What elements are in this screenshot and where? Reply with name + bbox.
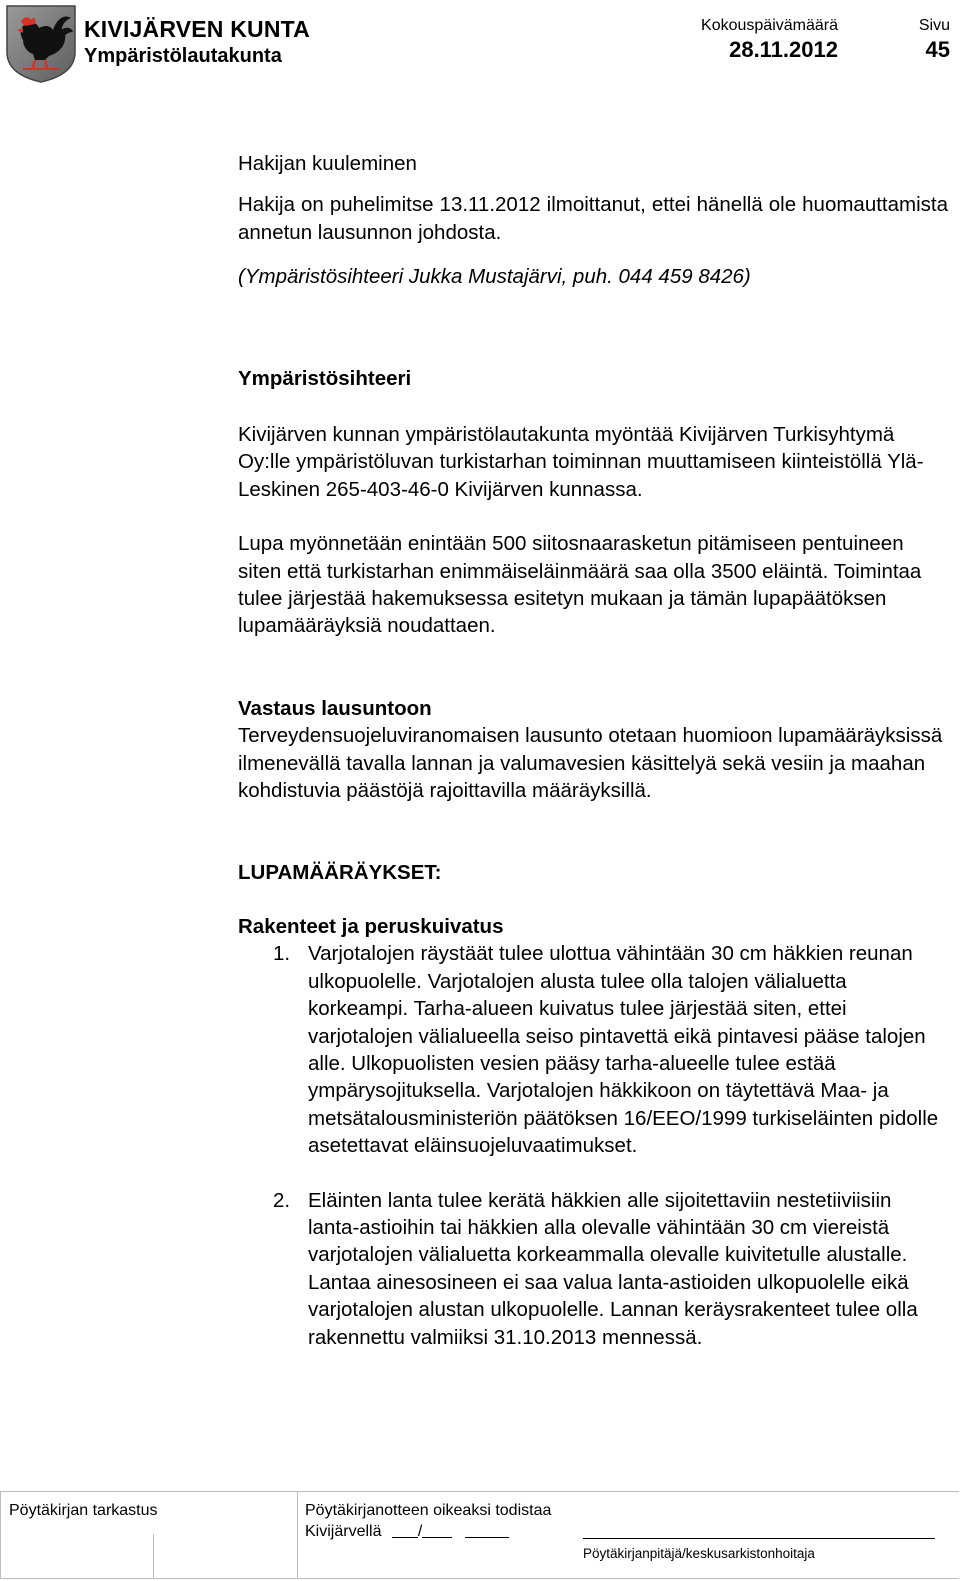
response-text: Terveydensuojeluviranomaisen lausunto otetaan huomioon lupamääräyksissä ilmenevällä tavalla lannan ja valumavesien käsittelyä sekä vesiin ja maahan kohdistuvia päästöjä rajoittavilla määräyksillä. — [238, 724, 943, 803]
contact-info: (Ympäristösihteeri Jukka Mustajärvi, puh. 044 459 8426) — [238, 265, 751, 289]
document-body — [238, 150, 948, 1351]
list-item — [238, 940, 948, 1159]
page-label: Sivu — [918, 17, 950, 34]
proposal-paragraph-2: Lupa myönnetään enintään 500 siitosnaarasketun pitämiseen pentuineen siten että turkistarhan enimmäiseläinmäärä saa olla 3500 eläintä. Toimintaa tulee järjestää hakemuksessa esitetyn mukaan ja tämän lupapäätöksen lupamääräyksiä noudattaen. — [238, 532, 922, 638]
date-slash: / — [417, 1523, 423, 1540]
conditions-list — [238, 940, 948, 1351]
place-name: Kivijärvellä — [305, 1523, 382, 1540]
hearing-text: Hakija on puhelimitse 13.11.2012 ilmoittanut, ettei hänellä ole huomauttamista annetun lausunnon johdosta. — [238, 193, 948, 244]
page-number: 45 — [925, 37, 950, 62]
meeting-date: 28.11.2012 — [729, 37, 838, 62]
certified-label: Pöytäkirjanotteen oikeaksi todistaa — [305, 1502, 552, 1519]
list-item-text: Varjotalojen räystäät tulee ulottua vähintään 30 cm häkkien reunan ulkopuolelle. Varjotalojen alusta tulee olla talojen välialuetta korkeampi. Tarha-alueen kuivatus tulee järjestää siten, ettei varjotalojen välialueella seiso pintavettä eikä pintavesi pääse talojen alle. Ulkopuolisten vesien pääsy tarha-alueelle tulee estää ympärysojituksella. Varjotalojen häkkikoon on täytettävä Maa- ja metsätalousministeriön päätöksen 16/EEO/1999 turkiseläinten pidolle asetettavat eläinsuojeluvaatimukset. — [308, 942, 939, 1158]
review-label: Pöytäkirjan tarkastus — [9, 1502, 158, 1519]
response-heading: Vastaus lausuntoon — [238, 696, 432, 720]
meeting-date-label: Kokouspäivämäärä — [701, 17, 838, 34]
list-item — [238, 1187, 948, 1351]
structures-heading: Rakenteet ja peruskuivatus — [238, 914, 504, 938]
review-divider — [153, 1534, 154, 1578]
month-blank — [422, 1537, 452, 1538]
proposal-paragraph-1: Kivijärven kunnan ympäristölautakunta myöntää Kivijärven Turkisyhtymä Oy:lle ympäristöluvan turkistarhan toiminnan muuttamiseen kiinteistöllä Ylä-Leskinen 265-403-46-0 Kivijärven kunnassa. — [238, 423, 924, 501]
page-header — [0, 0, 960, 90]
conditions-heading: LUPAMÄÄRÄYKSET: — [238, 860, 442, 884]
signer-title: Pöytäkirjanpitäjä/keskusarkistonhoitaja — [583, 1546, 815, 1561]
secretary-heading: Ympäristösihteeri — [238, 366, 412, 390]
place-and-date — [305, 1523, 509, 1541]
list-item-number: 1. — [273, 942, 291, 966]
day-blank — [392, 1537, 418, 1538]
signature-line — [583, 1538, 935, 1539]
year-blank — [465, 1537, 509, 1538]
organization-name: KIVIJÄRVEN KUNTA — [84, 16, 310, 42]
board-name: Ympäristölautakunta — [84, 45, 282, 67]
municipal-crest-logo — [5, 4, 77, 84]
list-item-text: Eläinten lanta tulee kerätä häkkien alle sijoitettaviin nestetiiviisiin lanta-astioihin tai häkkien alla olevalle vähintään 30 cm viereistä varjotalojen välialuetta korkeammalla olevalle kuivitetulle alustalle. Lantaa ainesosineen ei saa valua lanta-astioiden ulkopuolelle eikä varjotalojen alustan ulkopuolelle. Lannan keräysrakenteet tulee olla rakennettu valmiiksi 31.10.2013 mennessä. — [308, 1188, 918, 1349]
list-item-number: 2. — [273, 1188, 291, 1212]
hearing-title: Hakijan kuuleminen — [238, 152, 417, 175]
page-footer — [0, 1491, 959, 1579]
